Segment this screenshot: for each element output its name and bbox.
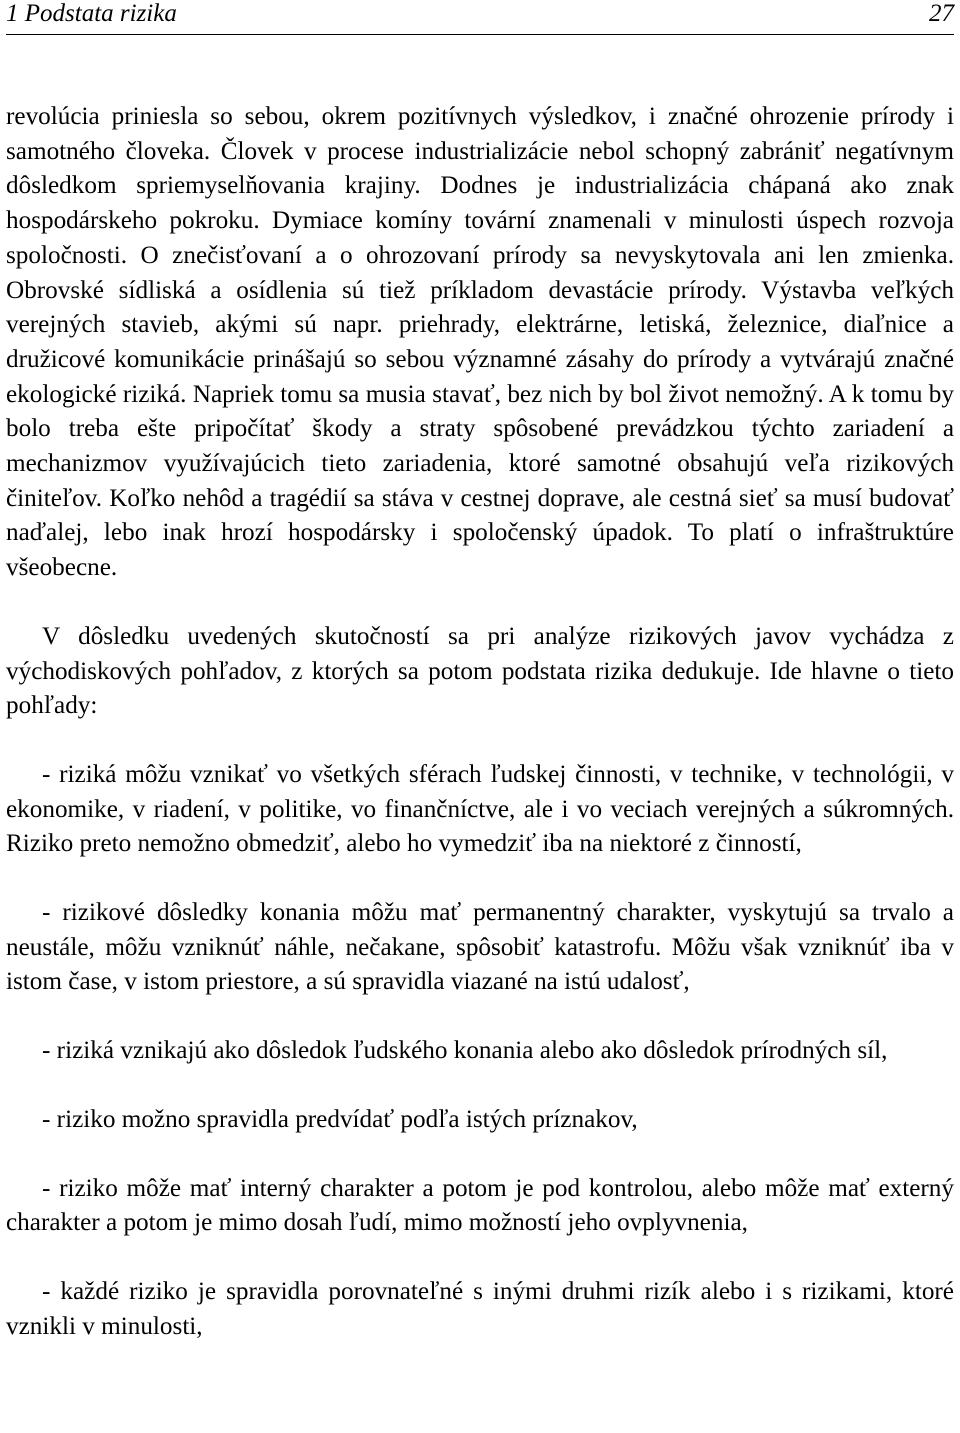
list-item: - každé riziko je spravidla porovnateľné s inými druhmi rizík alebo i s rizikami, ktoré vznikli v minulosti,: [6, 1277, 954, 1340]
page-number: 27: [929, 0, 954, 27]
page-header: [6, 0, 954, 28]
list-item: - riziko možno spravidla predvídať podľa istých príznakov,: [42, 1105, 638, 1133]
list-item: - riziká vznikajú ako dôsledok ľudského konania alebo ako dôsledok prírodných síl,: [42, 1037, 888, 1065]
document-body: [6, 100, 954, 1344]
list-item: - riziká môžu vznikať vo všetkých sférach ľudskej činnosti, v technike, v technológii, v ekonomike, v riadení, v politike, vo finančníctve, ale i vo veciach verejných a súkromných. Riziko preto nemožno obmedziť, alebo ho vymedziť iba na niektoré z činností,: [6, 760, 954, 858]
header-divider: [6, 34, 954, 35]
paragraph: V dôsledku uvedených skutočností sa pri analýze rizikových javov vychádza z východiskových pohľadov, z ktorých sa potom podstata rizika dedukuje. Ide hlavne o tieto pohľady:: [6, 622, 954, 720]
list-item: - riziko môže mať interný charakter a potom je pod kontrolou, alebo môže mať externý charakter a potom je mimo dosah ľudí, mimo možností jeho ovplyvnenia,: [6, 1174, 954, 1237]
list-item: - rizikové dôsledky konania môžu mať permanentný charakter, vyskytujú sa trvalo a neustále, môžu vzniknúť náhle, nečakane, spôsobiť katastrofu. Môžu však vzniknúť iba v istom čase, v istom priestore, a sú spravidla viazané na istú udalosť,: [6, 899, 954, 996]
chapter-title: 1 Podstata rizika: [6, 0, 177, 27]
paragraph: revolúcia priniesla so sebou, okrem pozitívnych výsledkov, i značné ohrozenie prírody i samotného človeka. Človek v procese industrializácie nebol schopný zabrániť negatívnym dôsledkom spriemyselňovania krajiny. Dodnes je industrializácia chápaná ako znak hospodárskeho pokroku. Dymiace komíny tovární znamenali v minulosti úspech rozvoja spoločnosti. O znečisťovaní a o ohrozovaní prírody sa nevyskytovala ani len zmienka. Obrovské sídliská a osídlenia sú tiež príkladom devastácie prírody. Výstavba veľkých verejných stavieb, akými sú napr. priehrady, elektrárne, letiská, železnice, diaľnice a družicové komunikácie prinášajú so sebou významné zásahy do prírody a vytvárajú značné ekologické riziká. Napriek tomu sa musia stavať, bez nich by bol život nemožný. A k tomu by bolo treba ešte pripočítať škody a straty spôsobené prevádzkou týchto zariadení a mechanizmov využívajúcich tieto zariadenia, ktoré samotné obsahujú veľa rizikových činiteľov. Koľko nehôd a tragédií sa stáva v cestnej doprave, ale cestná sieť sa musí budovať naďalej, lebo inak hrozí hospodársky i spoločenský úpadok. To platí o infraštruktúre všeobecne.: [6, 103, 954, 582]
